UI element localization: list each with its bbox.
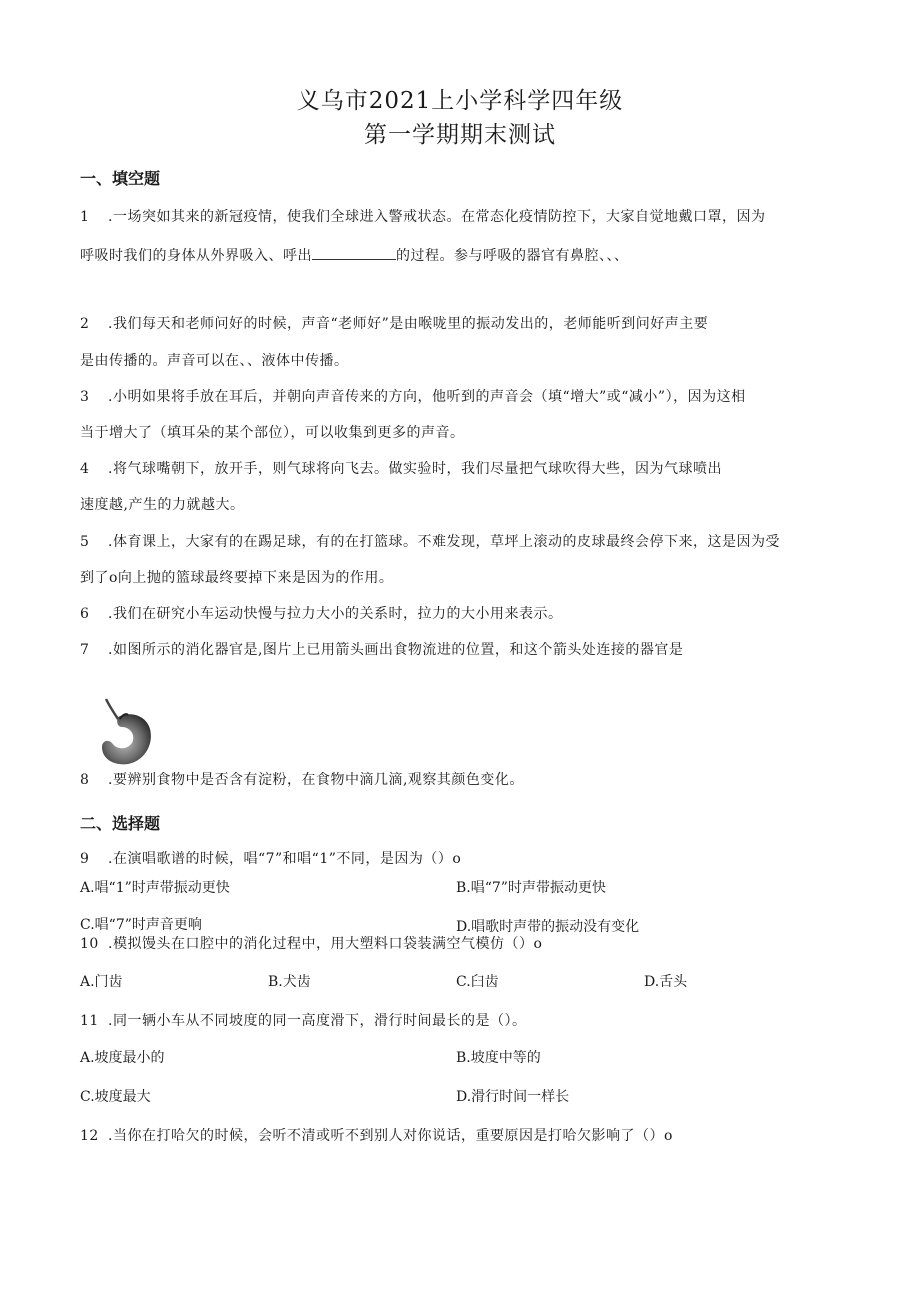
question-4-line-1: 4 .将气球嘴朝下，放开手，则气球将向飞去。做实验时，我们尽量把气球吹得大些，因为气球喷出 bbox=[80, 461, 722, 477]
q9-option-a[interactable]: A.唱“1”时声带振动更快 bbox=[80, 880, 230, 896]
question-10-stem: 10 .模拟馒头在口腔中的消化过程中，用大塑料口袋装满空气模仿（）o bbox=[80, 936, 543, 952]
question-11-stem: 11 .同一辆小车从不同坡度的同一高度滑下，滑行时间最长的是（）。 bbox=[80, 1013, 527, 1029]
question-number: 3 bbox=[80, 389, 90, 405]
section-heading-choice: 二、选择题 bbox=[80, 814, 161, 833]
answer-blank bbox=[312, 246, 396, 260]
q11-option-c[interactable]: C.坡度最大 bbox=[80, 1089, 151, 1105]
q10-option-a[interactable]: A.门齿 bbox=[80, 974, 123, 990]
question-6-line-1: 6 .我们在研究小车运动快慢与拉力大小的关系时，拉力的大小用来表示。 bbox=[80, 606, 563, 622]
question-4-line-2: 速度越,产生的力就越大。 bbox=[80, 497, 245, 513]
question-number: 5 bbox=[80, 534, 90, 550]
question-1-line-1: 1 .一场突如其来的新冠疫情，使我们全球进入警戒状态。在常态化疫情防控下，大家自觉地戴口罩，因为 bbox=[80, 209, 766, 225]
question-2-line-2: 是由传播的。声音可以在、、液体中传播。 bbox=[80, 353, 349, 369]
q9-option-c[interactable]: C.唱“7”时声音更响 bbox=[80, 917, 202, 933]
question-number: 7 bbox=[80, 642, 90, 658]
question-9-stem: 9 .在演唱歌谱的时候，唱“7”和唱“1”不同，是因为（）o bbox=[80, 851, 462, 867]
question-3-line-2: 当于增大了（填耳朵的某个部位），可以收集到更多的声音。 bbox=[80, 425, 465, 441]
question-number: 8 bbox=[80, 772, 90, 788]
question-3-line-1: 3 .小明如果将手放在耳后，并朝向声音传来的方向，他听到的声音会（填“增大”或“减小”），因为这相 bbox=[80, 389, 746, 405]
question-number: 12 bbox=[80, 1128, 99, 1144]
question-number: 1 bbox=[80, 209, 90, 225]
question-2-line-1: 2 .我们每天和老师问好的时候，声音“老师好”是由喉咙里的振动发出的，老师能听到问好声主要 bbox=[80, 316, 709, 332]
q10-option-d[interactable]: D.舌头 bbox=[644, 974, 688, 990]
question-number: 6 bbox=[80, 606, 90, 622]
title-line-1: 义乌市2021上小学科学四年级 bbox=[296, 88, 624, 114]
question-number: 4 bbox=[80, 461, 90, 477]
q9-option-d[interactable]: D.唱歌时声带的振动没有变化 bbox=[456, 919, 640, 935]
title-line-2: 第一学期期末测试 bbox=[364, 122, 556, 148]
q11-option-b[interactable]: B.坡度中等的 bbox=[456, 1050, 541, 1066]
question-5-line-2: 到了o向上抛的篮球最终要掉下来是因为的作用。 bbox=[80, 570, 394, 586]
q11-option-a[interactable]: A.坡度最小的 bbox=[80, 1050, 165, 1066]
question-5-line-1: 5 .体育课上，大家有的在踢足球，有的在打篮球。不难发现，草坪上滚动的皮球最终会停下来，这是因为受 bbox=[80, 534, 780, 550]
question-number: 9 bbox=[80, 851, 90, 867]
q10-option-b[interactable]: B.犬齿 bbox=[268, 974, 311, 990]
question-number: 10 bbox=[80, 936, 99, 952]
q9-option-b[interactable]: B.唱“7”时声带振动更快 bbox=[456, 880, 606, 896]
question-8-line-1: 8 .要辨别食物中是否含有淀粉，在食物中滴几滴,观察其颜色变化。 bbox=[80, 772, 524, 788]
question-1-line-2: 呼吸时我们的身体从外界吸入、呼出 的过程。参与呼吸的器官有鼻腔、、、 bbox=[80, 248, 629, 264]
question-number: 2 bbox=[80, 316, 90, 332]
q11-option-d[interactable]: D.滑行时间一样长 bbox=[456, 1089, 570, 1105]
question-number: 11 bbox=[80, 1013, 99, 1029]
question-7-line-1: 7 .如图所示的消化器官是,图片上已用箭头画出食物流进的位置，和这个箭头处连接的器官是 bbox=[80, 642, 684, 658]
question-12-stem: 12 .当你在打哈欠的时候，会听不清或听不到别人对你说话，重要原因是打哈欠影响了（）o bbox=[80, 1128, 673, 1144]
q10-option-c[interactable]: C.臼齿 bbox=[456, 974, 499, 990]
stomach-image bbox=[100, 697, 152, 767]
section-heading-fill-in: 一、填空题 bbox=[80, 169, 161, 188]
